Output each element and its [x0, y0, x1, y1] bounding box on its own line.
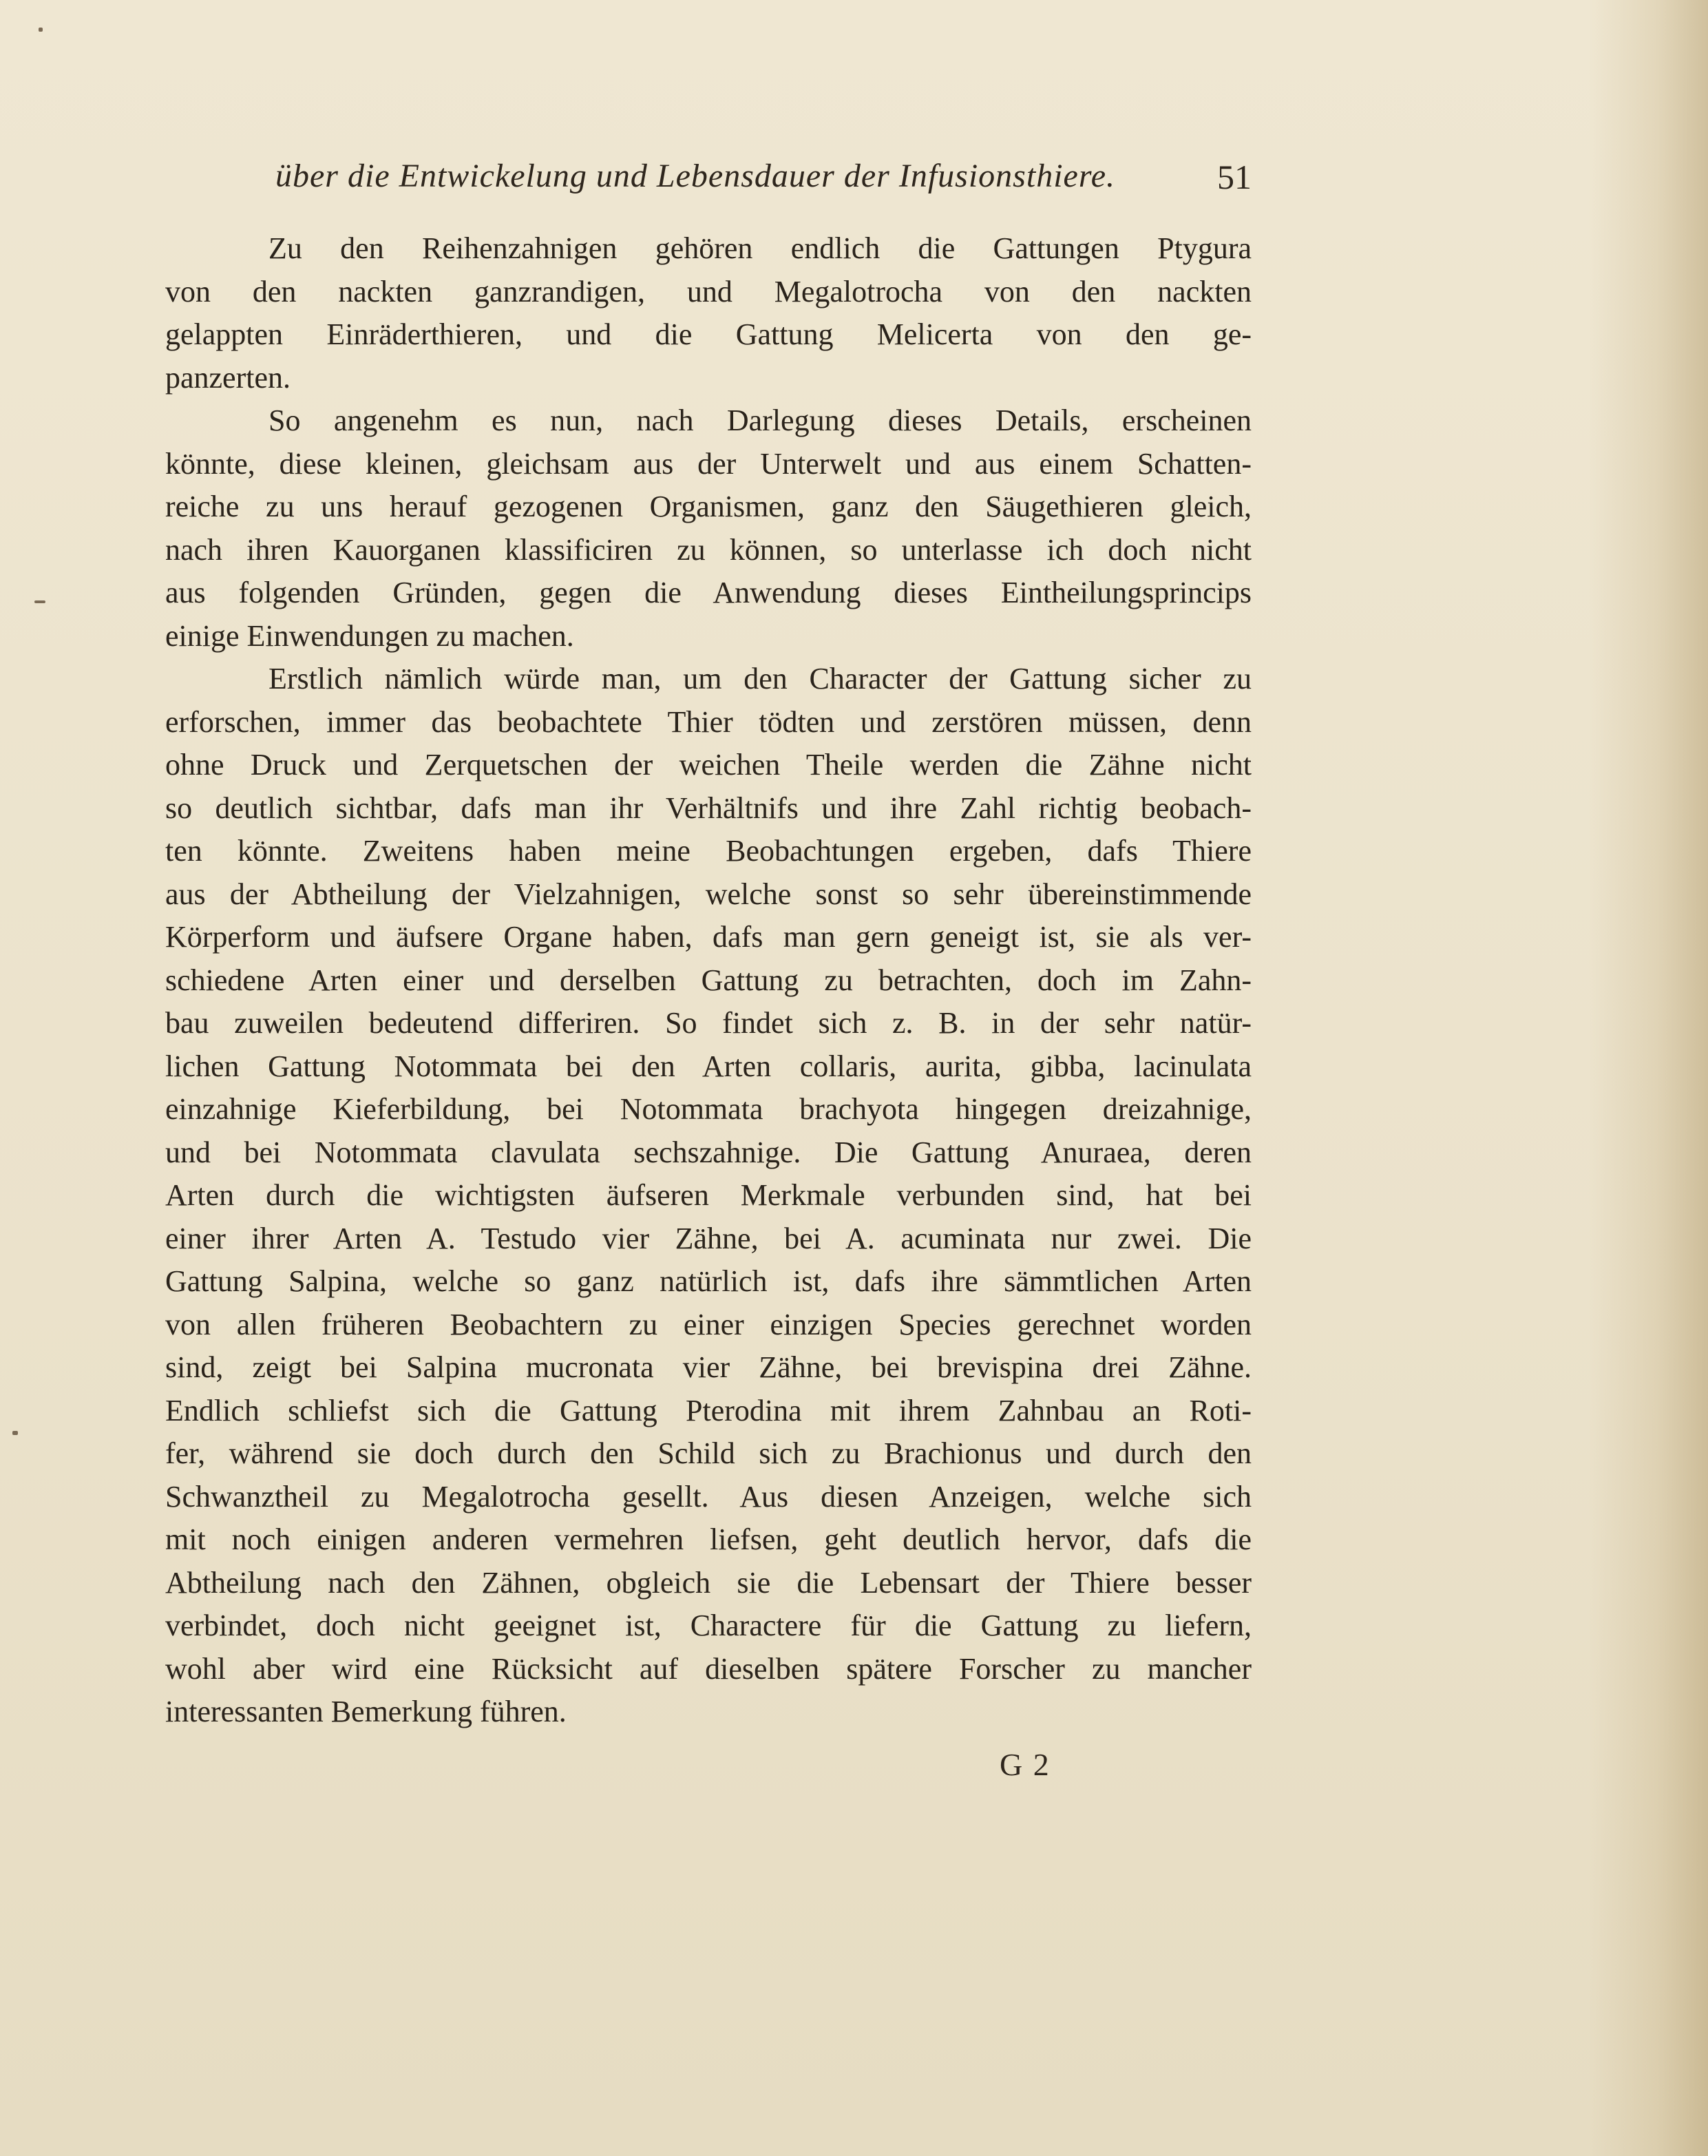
text-line: von allen früheren Beobachtern zu einer einzigen Species gerechnet worden: [165, 1307, 1252, 1341]
text-line: wohl aber wird eine Rücksicht auf dieselben spätere Forscher zu mancher: [165, 1651, 1252, 1686]
text-line: gelappten Einräderthieren, und die Gattung Melicerta von den ge-: [165, 317, 1252, 351]
text-line: Arten durch die wichtigsten äufseren Merkmale verbunden sind, hat bei: [165, 1178, 1252, 1212]
text-line: ohne Druck und Zerquetschen der weichen Theile werden die Zähne nicht: [165, 748, 1252, 782]
text-line: Zu den Reihenzahnigen gehören endlich die Gattungen Ptygura: [268, 231, 1252, 265]
text-line: Körperform und äufsere Organe haben, dafs man gern geneigt ist, sie als ver-: [165, 920, 1252, 954]
text-line: einzahnige Kieferbildung, bei Notommata brachyota hingegen dreizahnige,: [165, 1092, 1252, 1126]
text-line: So angenehm es nun, nach Darlegung dieses Details, erscheinen: [268, 404, 1252, 437]
text-line: erforschen, immer das beobachtete Thier tödten und zerstören müssen, denn: [165, 704, 1252, 739]
text-line: von den nackten ganzrandigen, und Megalotrocha von den nackten: [165, 274, 1252, 308]
text-line: lichen Gattung Notommata bei den Arten collaris, aurita, gibba, lacinulata: [165, 1049, 1252, 1083]
text-line: aus folgenden Gründen, gegen die Anwendung dieses Eintheilungsprincips: [165, 576, 1252, 609]
page-header: [275, 157, 1252, 205]
text-line: schiedene Arten einer und derselben Gattung zu betrachten, doch im Zahn-: [165, 963, 1252, 997]
text-line: reiche zu uns herauf gezogenen Organismen, ganz den Säugethieren gleich,: [165, 490, 1252, 523]
text-line: und bei Notommata clavulata sechszahnige. Die Gattung Anuraea, deren: [165, 1135, 1252, 1169]
margin-mark-top: [39, 28, 43, 32]
text-line: sind, zeigt bei Salpina mucronata vier Zähne, bei brevispina drei Zähne.: [165, 1350, 1252, 1384]
signature-mark: G 2: [1000, 1747, 1051, 1782]
text-line: aus der Abtheilung der Vielzahnigen, welche sonst so sehr übereinstimmende: [165, 877, 1252, 911]
text-line: panzerten.: [165, 360, 291, 395]
text-line: Endlich schliefst sich die Gattung Pterodina mit ihrem Zahnbau an Roti-: [165, 1393, 1252, 1427]
text-line: Abtheilung nach den Zähnen, obgleich sie die Lebensart der Thiere besser: [165, 1565, 1252, 1600]
text-line: Schwanztheil zu Megalotrocha gesellt. Aus diesen Anzeigen, welche sich: [165, 1479, 1252, 1514]
text-line: interessanten Bemerkung führen.: [165, 1695, 567, 1728]
text-line: nach ihren Kauorganen klassificiren zu können, so unterlasse ich doch nicht: [165, 532, 1252, 567]
text-line: Erstlich nämlich würde man, um den Character der Gattung sicher zu: [268, 662, 1252, 695]
text-line: ten könnte. Zweitens haben meine Beobachtungen ergeben, dafs Thiere: [165, 834, 1252, 868]
text-line: einige Einwendungen zu machen.: [165, 618, 574, 653]
text-line: fer, während sie doch durch den Schild sich zu Brachionus und durch den: [165, 1436, 1252, 1470]
text-line: Gattung Salpina, welche so ganz natürlich ist, dafs ihre sämmtlichen Arten: [165, 1264, 1252, 1298]
margin-mark-middle: [34, 600, 45, 603]
page-number: 51: [1217, 158, 1252, 196]
text-line: einer ihrer Arten A. Testudo vier Zähne, bei A. acuminata nur zwei. Die: [165, 1221, 1252, 1255]
text-line: verbindet, doch nicht geeignet ist, Charactere für die Gattung zu liefern,: [165, 1609, 1252, 1642]
text-line: so deutlich sichtbar, dafs man ihr Verhältnifs und ihre Zahl richtig beobach-: [165, 791, 1252, 825]
text-line: bau zuweilen bedeutend differiren. So findet sich z. B. in der sehr natür-: [165, 1006, 1252, 1040]
text-line: mit noch einigen anderen vermehren liefsen, geht deutlich hervor, dafs die: [165, 1522, 1252, 1556]
running-title: über die Entwickelung und Lebensdauer der Infusionsthiere.: [275, 158, 1116, 194]
body-text: [165, 227, 1252, 1734]
text-line: könnte, diese kleinen, gleichsam aus der Unterwelt und aus einem Schatten-: [165, 446, 1252, 481]
margin-mark-lower: [12, 1431, 18, 1435]
